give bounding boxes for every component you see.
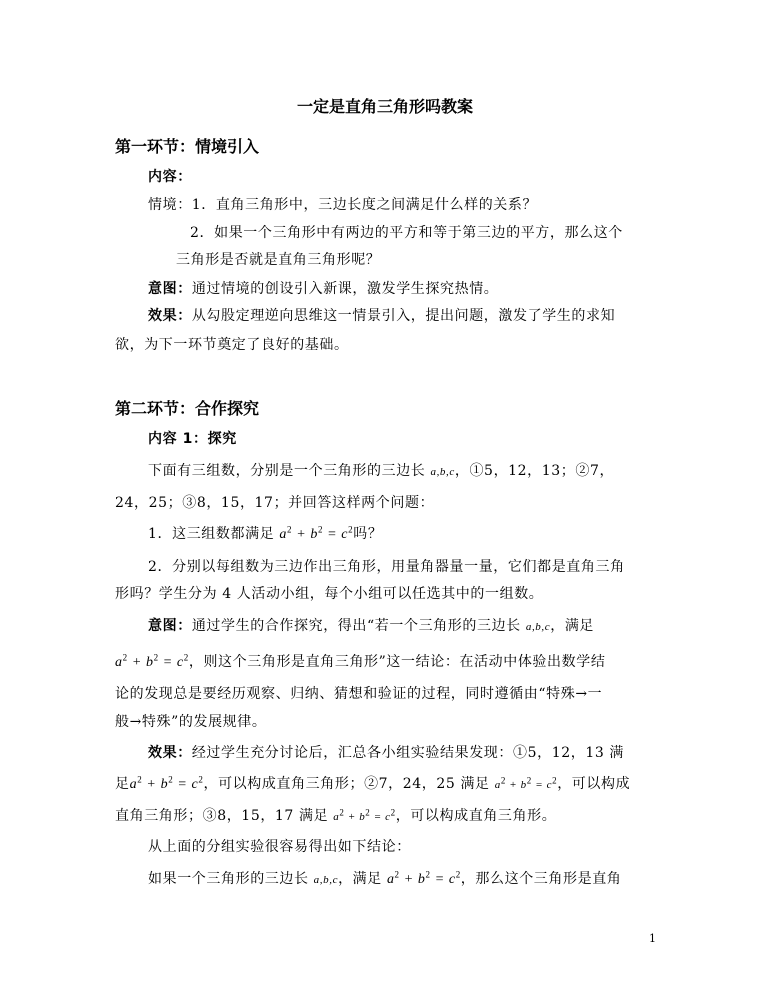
intent-math-abc: a,b,c — [525, 621, 551, 633]
situation-1: 情境：1．直角三角形中，三边长度之间满足什么样的关系？ — [148, 197, 538, 213]
effect-line1-text: 经过学生充分讨论后，汇总各小组实验结果发现：①5，12，13 满 — [191, 745, 624, 761]
effect-line3-b: ，可以构成直角三角形。 — [395, 808, 557, 824]
pythagorean-formula: $a^2 + b^2 = c^2$ — [386, 869, 461, 887]
question-2-line2: 形吗？学生分为 4 人活动小组，每个小组可以任选其中的一组数。 — [115, 586, 544, 602]
intent-label: 意图： — [148, 281, 192, 297]
conclusion-text-c: ，那么这个三角形是直角 — [460, 871, 622, 887]
conclusion-text-b: ，满足 — [338, 871, 382, 887]
section1-content-label: 内容： — [148, 169, 192, 185]
section2-effect-line2 — [115, 773, 630, 793]
p1-line1 — [148, 460, 614, 480]
section1-heading: 第一环节：情境引入 — [115, 137, 260, 156]
section1-effect — [148, 305, 615, 325]
effect-label-2: 效果： — [148, 745, 192, 761]
intent-line2-text: ，则这个三角形是直角三角形”这一结论：在活动中体验出数学结 — [188, 654, 606, 670]
section2-intent-line1 — [148, 615, 594, 635]
section1-intent — [148, 278, 498, 298]
effect-label: 效果： — [148, 308, 192, 324]
effect-text-1: 从勾股定理逆向思维这一情景引入，提出问题，激发了学生的求知 — [191, 308, 616, 324]
intent-label-2: 意图： — [148, 618, 192, 634]
document-title: 一定是直角三角形吗教案 — [296, 97, 473, 116]
pythagorean-formula: $a^2 + b^2 = c^2$ — [115, 652, 189, 670]
effect-text-2: 欲，为下一环节奠定了良好的基础。 — [115, 337, 349, 353]
section2-effect-line3 — [115, 805, 556, 825]
p1-text-a: 下面有三组数，分别是一个三角形的三边长 — [148, 463, 426, 479]
conclusion-math-abc: a,b,c — [313, 874, 339, 886]
effect-line2-a: 足 — [115, 776, 130, 792]
question-2-line1: 2．分别以每组数为三边作出三角形，用量角器量一量，它们都是直角三角 — [148, 559, 625, 575]
p1-math-abc: a,b,c — [430, 466, 455, 478]
conclusion-line — [148, 868, 621, 888]
p1-line2: 24，25；③8，15，17；并回答这样两个问题： — [115, 495, 435, 511]
pythagorean-formula-small: $a^2 + b^2 = c^2$ — [494, 775, 558, 791]
conclusion-intro: 从上面的分组实验很容易得出如下结论： — [148, 839, 411, 855]
p1-text-b: ，①5，12，13；②7， — [454, 463, 615, 479]
effect-line2-c: ，可以构成 — [557, 776, 631, 792]
pythagorean-formula: $a^2 + b^2 = c^2$ — [129, 774, 204, 792]
pythagorean-formula-small: $a^2 + b^2 = c^2$ — [333, 807, 396, 823]
section2-intent-line2 — [115, 651, 605, 671]
q1-text-b: 吗？ — [353, 526, 383, 542]
situation-2b: 三角形是否就是直角三角形呢？ — [176, 252, 381, 268]
intent-text-a: 通过学生的合作探究，得出“若一个三角形的三边长 — [191, 618, 521, 634]
effect-line3-a: 直角三角形；③8，15，17 满足 — [115, 808, 329, 824]
effect-line2-b: ，可以构成直角三角形；②7，24，25 满足 — [203, 776, 490, 792]
intent-text: 通过情境的创设引入新课，激发学生探究热情。 — [191, 281, 499, 297]
pythagorean-formula: $a^2 + b^2 = c^2$ — [279, 524, 354, 542]
intent-text-b: ，满足 — [550, 618, 595, 634]
section2-intent-line4: 般→特殊”的发展规律。 — [115, 714, 267, 730]
question-1 — [148, 523, 382, 543]
q1-text-a: 1．这三组数都满足 — [148, 526, 275, 542]
section2-content-label: 内容 1：探究 — [148, 431, 237, 447]
section2-effect-line1 — [148, 742, 624, 762]
situation-2a: 2．如果一个三角形中有两边的平方和等于第三边的平方，那么这个 — [190, 225, 623, 241]
section2-heading: 第二环节：合作探究 — [115, 399, 260, 418]
page-number: 1 — [649, 932, 656, 945]
section2-intent-line3: 论的发现总是要经历观察、归纳、猜想和验证的过程，同时遵循由“特殊→一 — [115, 686, 603, 702]
conclusion-text-a: 如果一个三角形的三边长 — [148, 871, 309, 887]
